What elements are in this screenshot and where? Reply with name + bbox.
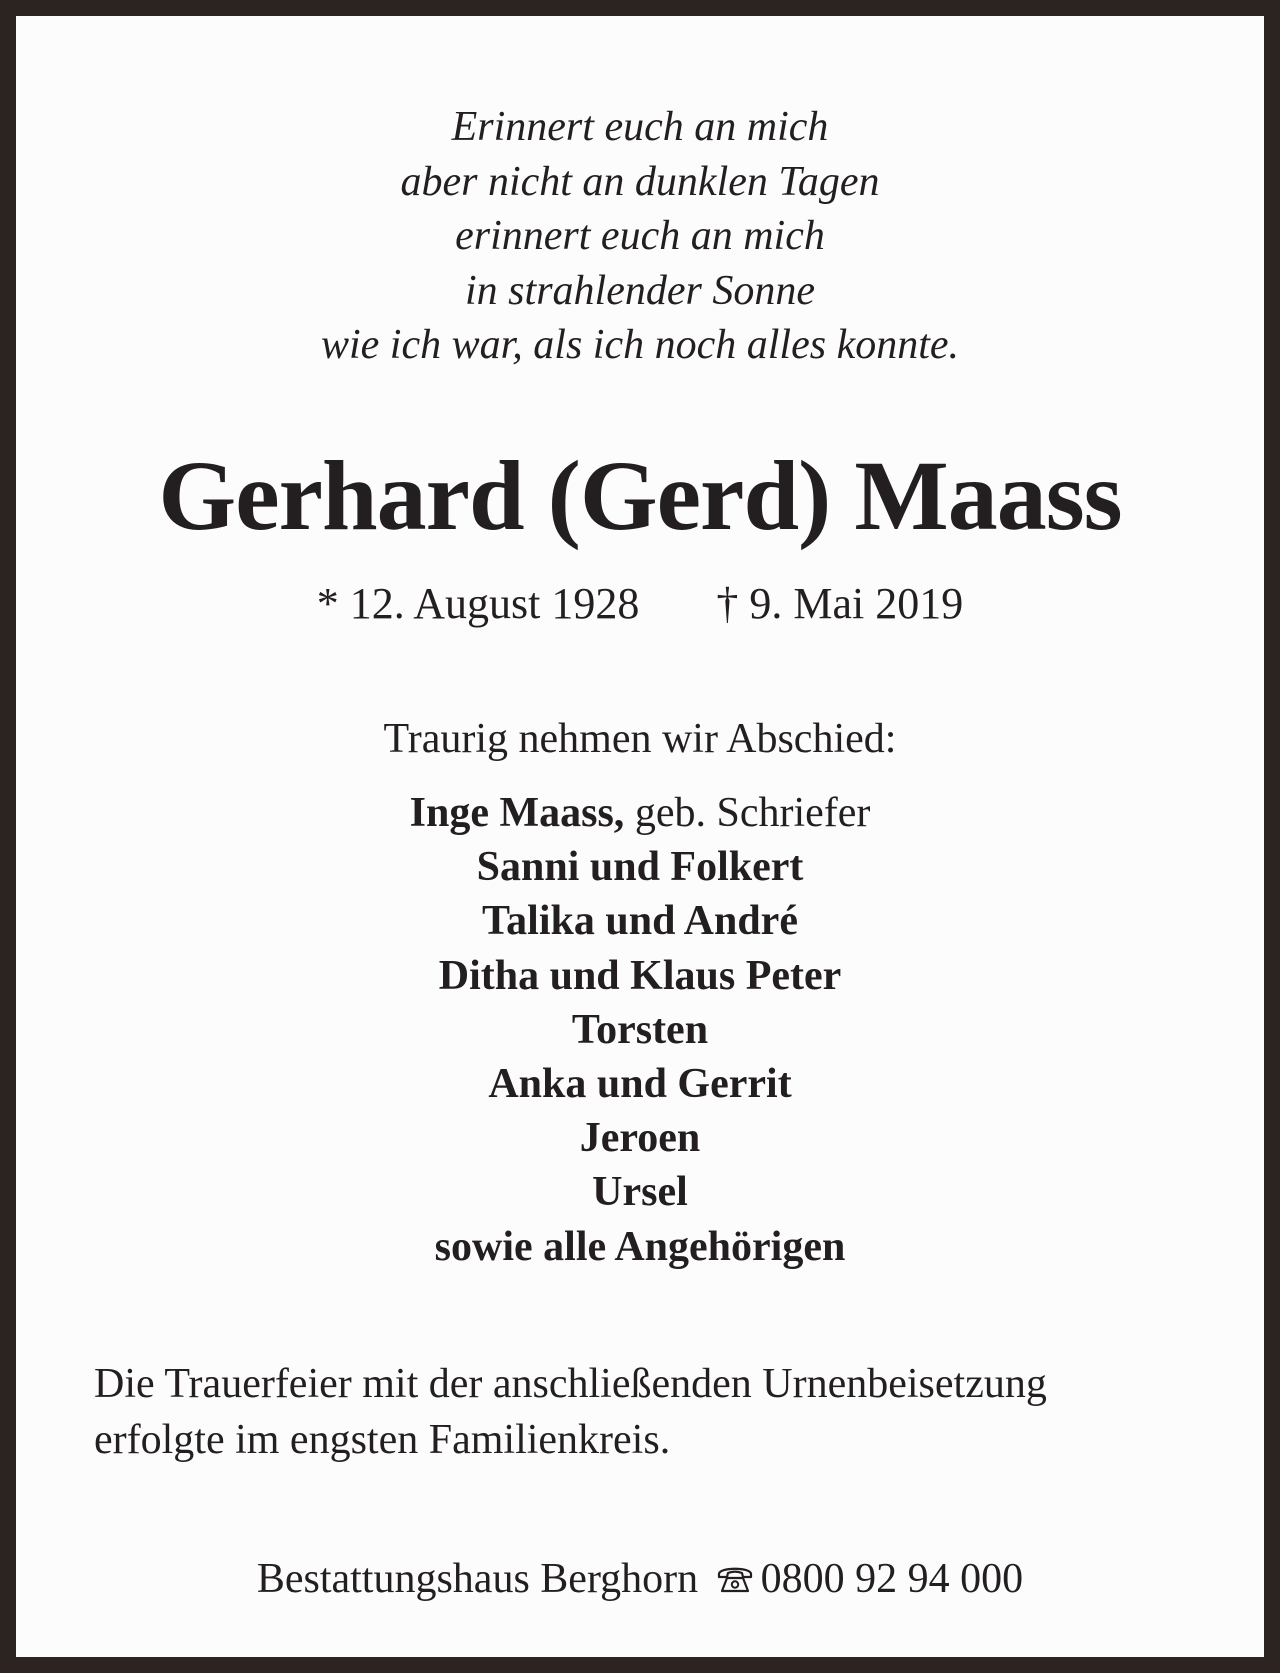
poem-line: wie ich war, als ich noch alles konnte. (320, 322, 960, 368)
death-date: † 9. Mai 2019 (716, 579, 964, 628)
ceremony-line: erfolgte im engsten Familienkreis. (94, 1417, 671, 1463)
mourner-line: Anka und Gerrit (488, 1061, 792, 1108)
mourner-line: Sanni und Folkert (476, 844, 804, 891)
funeral-home-name: Bestattungshaus Berghorn (256, 1556, 699, 1602)
mourner-birth-name: geb. Schriefer (624, 790, 871, 836)
mourner-line: Ursel (592, 1169, 688, 1216)
mourner-name: Inge Maass, (409, 790, 625, 836)
birth-date: * 12. August 1928 (316, 579, 640, 628)
poem-line: Erinnert euch an mich (451, 104, 829, 150)
poem-line: aber nicht an dunklen Tagen (400, 158, 880, 205)
life-dates (16, 576, 1264, 632)
mourner-line: Talika und André (482, 898, 798, 945)
ceremony-line: Die Trauerfeier mit der anschließenden Urnenbeisetzung (94, 1361, 1047, 1407)
funeral-home-footer (16, 1551, 1264, 1609)
mourner-line: Ditha und Klaus Peter (438, 952, 842, 999)
telephone-icon (715, 1553, 755, 1609)
mourner-line: sowie alle Angehörigen (434, 1223, 846, 1270)
phone-number[interactable]: 0800 92 94 000 (760, 1556, 1024, 1602)
farewell-intro: Traurig nehmen wir Abschied: (383, 716, 897, 762)
poem-line: in strahlender Sonne (465, 267, 815, 314)
ceremony-notice (94, 1356, 1047, 1468)
poem-line: erinnert euch an mich (455, 213, 825, 259)
poem (16, 100, 1264, 373)
deceased-name: Gerhard (Gerd) Maass (158, 440, 1122, 551)
mourner-line: Jeroen (579, 1115, 701, 1162)
mourner-line: Torsten (571, 1006, 709, 1053)
mourners-list (16, 786, 1264, 1274)
mourner-line (16, 786, 1264, 840)
